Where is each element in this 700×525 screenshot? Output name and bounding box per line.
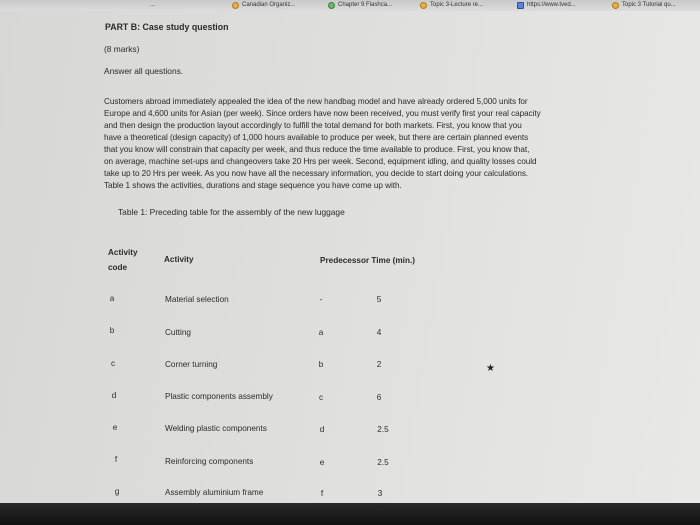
bookmark-item[interactable]: Canadian Organiz... xyxy=(232,1,295,10)
bookmark-icon xyxy=(517,2,524,9)
paragraph-line: on average, machine set-ups and changeovers take 20 Hrs per week. Second, equipment idling, and quality losses could xyxy=(104,157,537,166)
bookmark-icon xyxy=(612,2,619,9)
bookmark-item[interactable]: Topic 3 Tutorial qu... xyxy=(612,1,676,10)
predecessor: f xyxy=(320,489,324,498)
bookmarks-bar xyxy=(0,0,700,11)
activity-name: Plastic components assembly xyxy=(165,392,273,401)
activity-code: g xyxy=(114,487,120,496)
activity-name: Welding plastic components xyxy=(165,424,267,433)
bookmark-icon xyxy=(420,2,427,9)
header-activity-code-line2: code xyxy=(108,263,128,272)
header-activity: Activity xyxy=(164,255,194,264)
bookmark-item[interactable]: Chapter 9 Flashca... xyxy=(328,1,392,10)
time-min: 3 xyxy=(377,489,383,498)
time-min: 6 xyxy=(376,393,382,402)
predecessor: e xyxy=(319,458,325,467)
predecessor: - xyxy=(319,295,323,304)
activity-code: b xyxy=(109,326,115,335)
activity-code: a xyxy=(109,294,115,303)
activity-code: d xyxy=(111,391,117,400)
header-activity-code-line1: Activity xyxy=(108,248,138,257)
activity-name: Reinforcing components xyxy=(165,457,254,466)
paragraph-line: that you know will constrain that capacity per week, and thus reduce the time available to produce. First, you know that, xyxy=(104,145,530,154)
bookmark-item[interactable]: ... xyxy=(150,2,156,8)
paragraph-line: Table 1 shows the activities, durations and stage sequence you have come up with. xyxy=(104,181,402,190)
bookmark-icon xyxy=(328,2,335,9)
time-min: 2.5 xyxy=(377,458,389,467)
bookmark-icon xyxy=(232,2,239,9)
bookmark-item[interactable]: https://www.tved... xyxy=(517,1,576,10)
paragraph-line: and then design the production layout accordingly to fulfill the total demand for both markets. First, you know that you xyxy=(104,121,522,130)
activity-code: f xyxy=(114,455,118,464)
activity-name: Material selection xyxy=(165,295,229,304)
predecessor: a xyxy=(318,328,324,337)
cursor-mark-icon: ★ xyxy=(486,363,495,374)
time-min: 5 xyxy=(376,295,382,304)
bookmark-item[interactable]: Topic 3-Lecture re... xyxy=(420,1,483,10)
instruction-text: Answer all questions. xyxy=(104,66,184,76)
activity-name: Assembly aluminium frame xyxy=(165,488,264,497)
time-min: 4 xyxy=(376,328,382,337)
paragraph-line: Europe and 4,600 units for Asian (per week). Since orders have now been received, you must verify first your real capacity xyxy=(104,109,541,118)
predecessor: d xyxy=(319,425,325,434)
bottom-frame xyxy=(0,503,700,525)
activity-code: c xyxy=(110,359,116,368)
time-min: 2 xyxy=(376,360,382,369)
table-caption: Table 1: Preceding table for the assembly of the new luggage xyxy=(118,207,345,217)
activity-name: Corner turning xyxy=(165,360,218,369)
paragraph-line: take up to 20 Hrs per week. As you now have all the necessary information, you decide to start doing your calculations. xyxy=(104,169,529,178)
activity-code: e xyxy=(112,423,118,432)
predecessor: b xyxy=(318,360,324,369)
paragraph-line: have a theoretical (design capacity) of 1,000 hours available to produce per week, but there are certain planned events xyxy=(104,133,529,142)
activity-name: Cutting xyxy=(165,328,191,337)
predecessor: c xyxy=(318,393,324,402)
marks-label: (8 marks) xyxy=(104,44,140,54)
time-min: 2.5 xyxy=(377,425,389,434)
header-predecessor-time: Predecessor Time (min.) xyxy=(320,256,415,265)
paragraph-line: Customers abroad immediately appealed the idea of the new handbag model and have already ordered 5,000 units for xyxy=(104,97,528,106)
part-title: PART B: Case study question xyxy=(105,22,229,32)
document-page xyxy=(0,11,700,503)
